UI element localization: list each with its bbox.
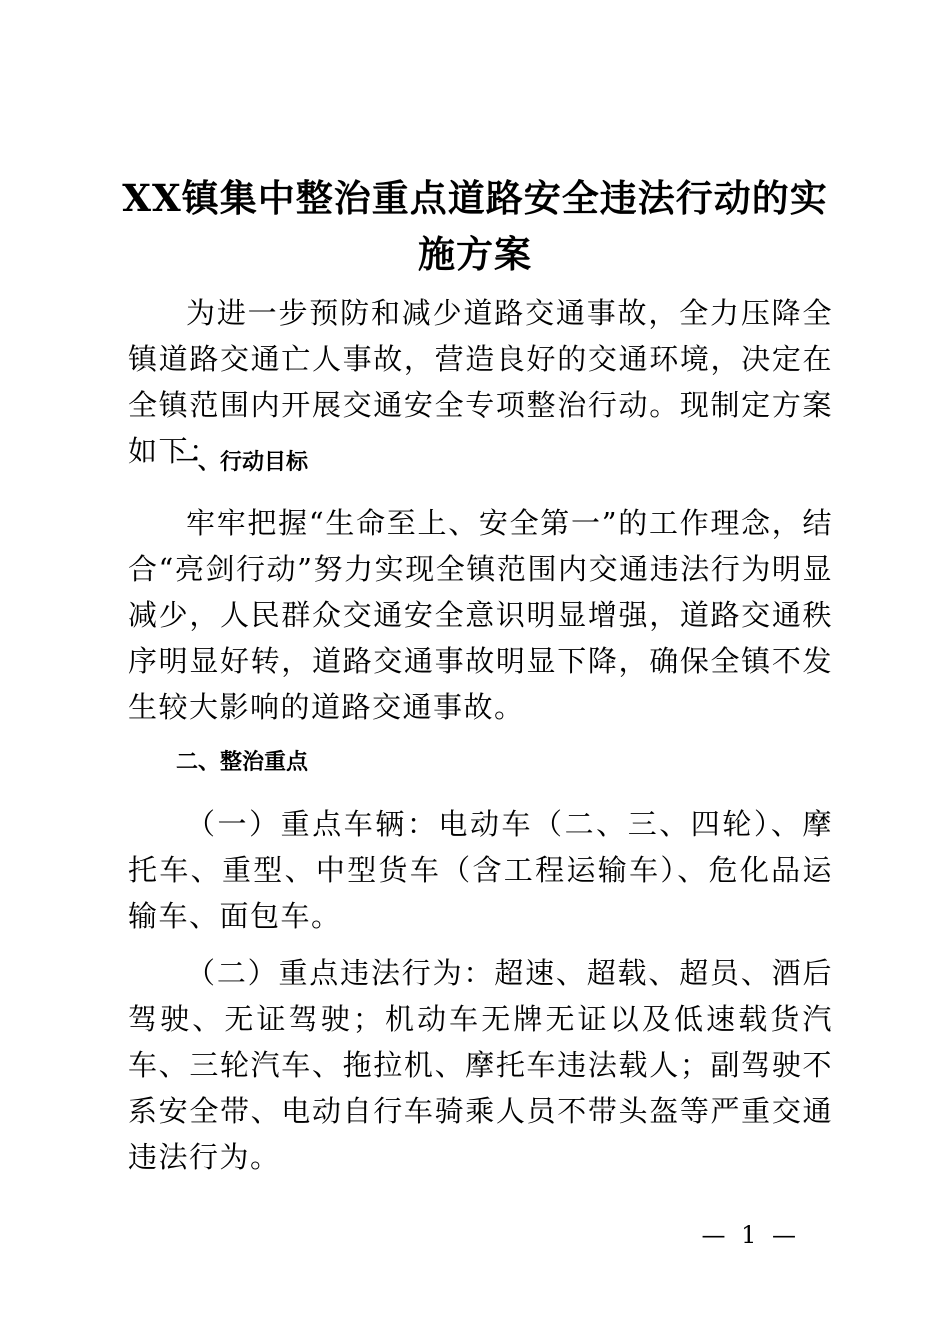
focus-violations-paragraph: （二）重点违法行为：超速、超载、超员、酒后驾驶、无证驾驶；机动车无牌无证以及低速载货汽车、三轮汽车、拖拉机、摩托车违法载人；副驾驶不系安全带、电动自行车骑乘人员不带头盔等严重交通违法行为。 <box>128 956 833 1174</box>
goals-paragraph: 牢牢把握“生命至上、安全第一”的工作理念，结合“亮剑行动”努力实现全镇范围内交通违法行为明显减少，人民群众交通安全意识明显增强，道路交通秩序明显好转，道路交通事故明显下降，确保全镇不发生较大影响的道路交通事故。 <box>128 506 833 724</box>
page-number: — 1 — <box>701 1221 800 1249</box>
intro-paragraph: 为进一步预防和减少道路交通事故，全力压降全镇道路交通亡人事故，营造良好的交通环境，决定在全镇范围内开展交通安全专项整治行动。现制定方案如下： <box>128 296 833 468</box>
focus-vehicles-paragraph: （一）重点车辆：电动车（二、三、四轮）、摩托车、重型、中型货车（含工程运输车）、危化品运输车、面包车。 <box>128 807 833 933</box>
document-title: XX镇集中整治重点道路安全违法行动的实施方案 <box>122 176 828 276</box>
section-heading-goals: 一、行动目标 <box>176 450 309 475</box>
section-heading-focus: 二、整治重点 <box>176 750 309 775</box>
